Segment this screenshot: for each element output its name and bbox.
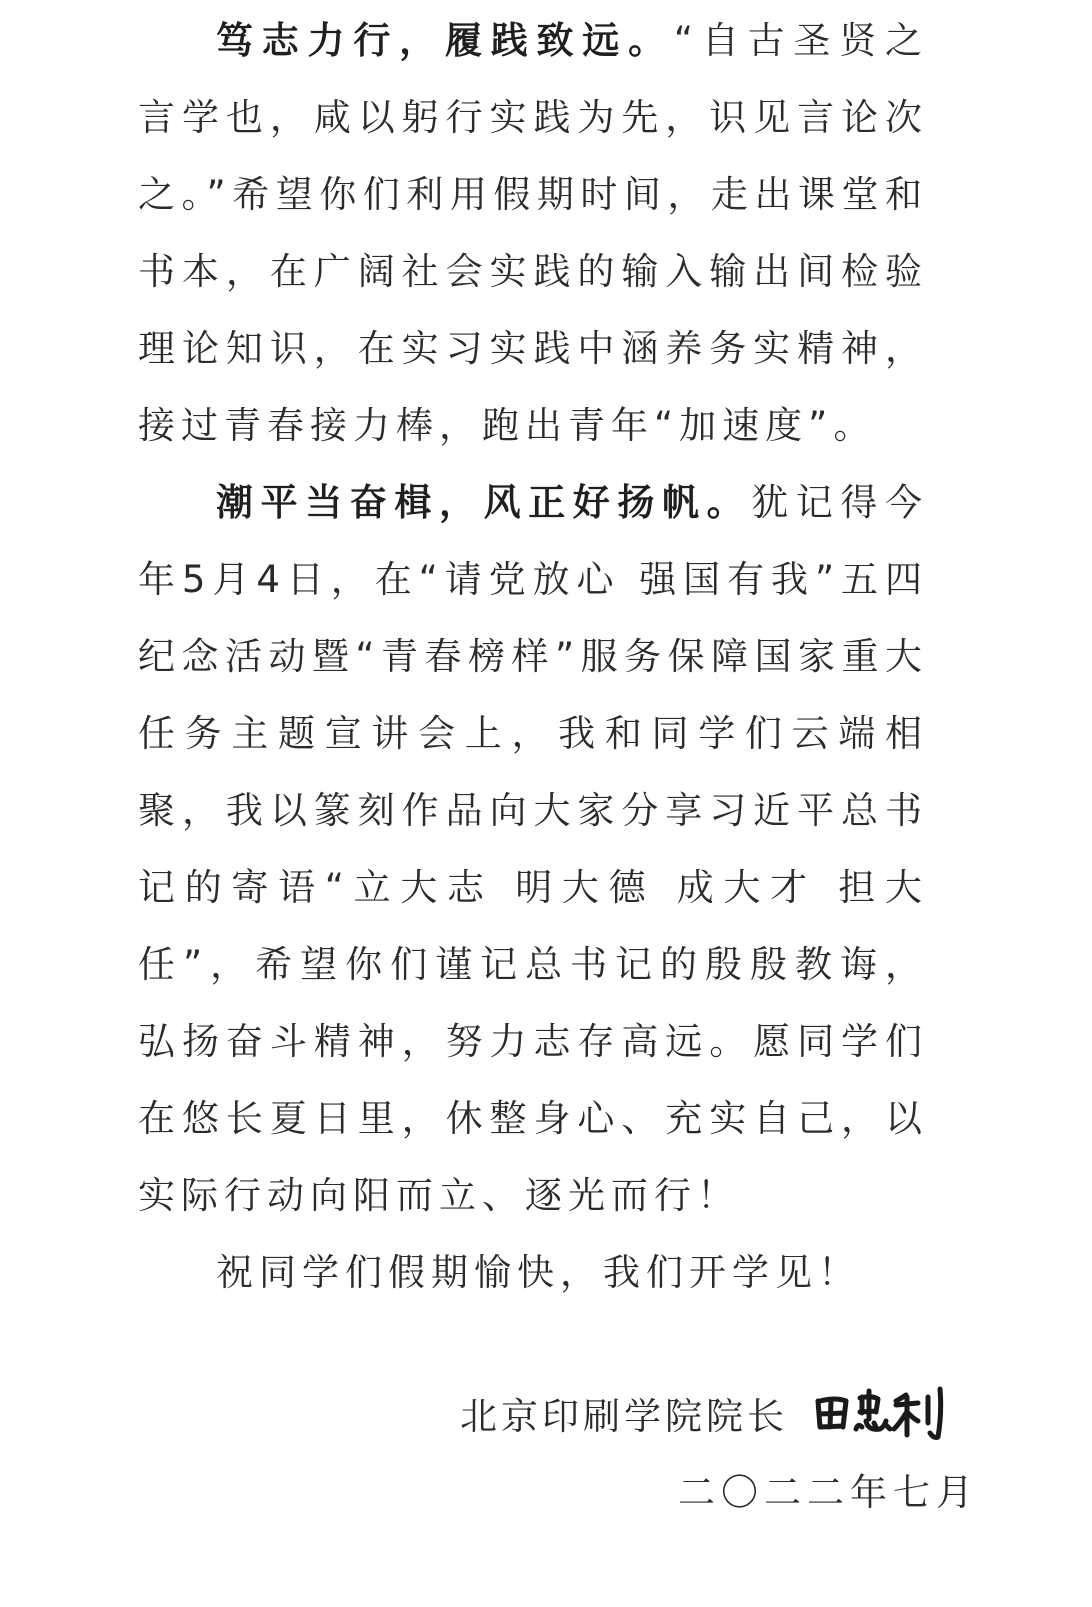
- signature-block: [460, 1378, 980, 1448]
- paragraph-lead: 笃志力行，履践致远。: [216, 19, 674, 62]
- letter-date: 二〇二二年七月: [678, 1471, 979, 1514]
- paragraph-text: 犹记得今年5月4日，在“请党放心 强国有我”五四纪念活动暨“青春榜样”服务保障国家重大任务主题宣讲会上，我和同学们云端相聚，我以篆刻作品向大家分享习近平总书记的寄语“立大志 明大德 成大才 担大任”，希望你们谨记总书记的殷殷教诲，弘扬奋斗精神，努力志存高远。愿同学们在悠长夏日里，休整身心、充实自己，以实际行动向阳而立、逐光而行！: [138, 481, 929, 1217]
- closing-wish: 祝同学们假期愉快，我们开学见！: [216, 1251, 861, 1294]
- paragraph-practice: [138, 2, 928, 464]
- paragraph-lead: 潮平当奋楫，风正好扬帆。: [216, 481, 752, 524]
- signatory-title: 北京印刷学院院长: [460, 1395, 788, 1438]
- handwritten-signature: [810, 1383, 950, 1443]
- letter-body: [138, 2, 928, 1311]
- paragraph-aspiration: [138, 464, 928, 1234]
- paragraph-text: “自古圣贤之言学也，咸以躬行实践为先，识见言论次之。”希望你们利用假期时间，走出课堂和书本，在广阔社会实践的输入输出间检验理论知识，在实习实践中涵养务实精神，接过青春接力棒，跑出青年“加速度”。: [138, 19, 929, 447]
